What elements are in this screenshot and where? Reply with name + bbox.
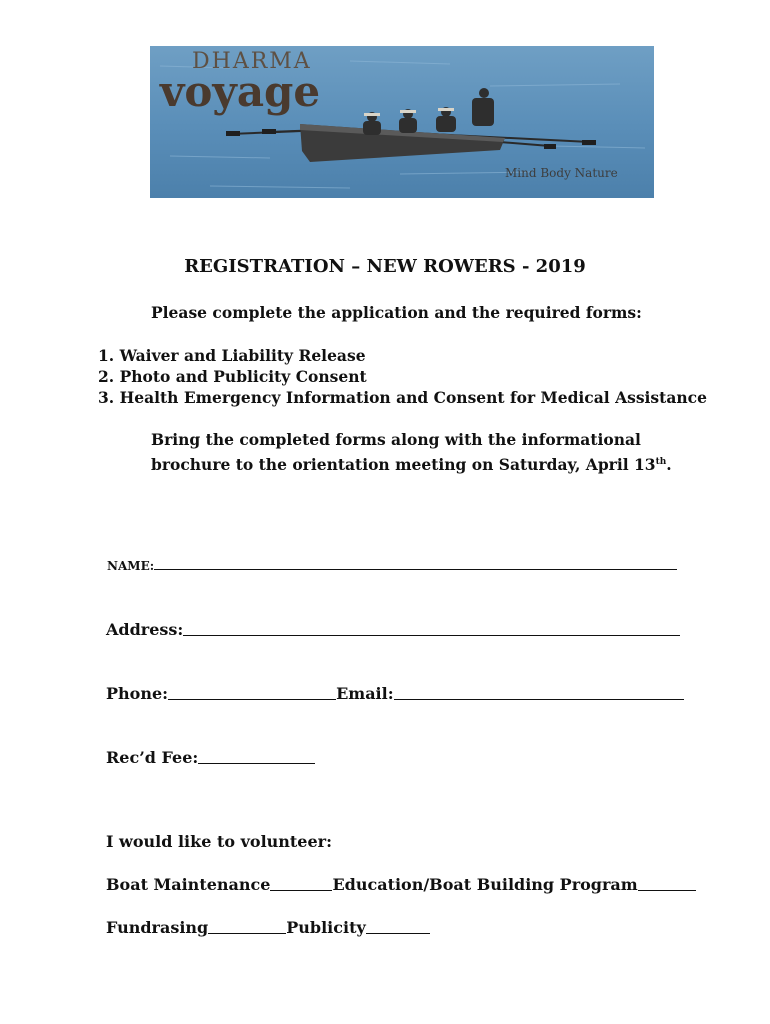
education-input-line[interactable] xyxy=(638,889,696,891)
volunteer-row-1 xyxy=(106,875,696,894)
phone-email-field xyxy=(106,684,684,703)
address-field xyxy=(106,620,680,639)
header-banner-image xyxy=(150,46,654,198)
name-field xyxy=(107,559,677,573)
education-label: Education/Boat Building Program xyxy=(332,875,638,894)
boat-maintenance-input-line[interactable] xyxy=(270,889,332,891)
list-item: 3. Health Emergency Information and Consent for Medical Assistance xyxy=(98,388,707,407)
fee-label: Rec’d Fee: xyxy=(106,748,199,767)
publicity-input-line[interactable] xyxy=(366,932,430,934)
phone-input-line[interactable] xyxy=(168,698,336,700)
required-forms-list xyxy=(98,345,707,408)
brand-tagline-text: Mind Body Nature xyxy=(505,166,618,180)
brand-main-text: voyage xyxy=(160,67,321,116)
email-label: Email: xyxy=(336,684,394,703)
ordinal-suffix: th xyxy=(655,457,667,467)
list-item: 1. Waiver and Liability Release xyxy=(98,346,366,365)
name-input-line[interactable] xyxy=(154,568,677,570)
name-label: NAME: xyxy=(107,559,155,573)
page-title: REGISTRATION – NEW ROWERS - 2019 xyxy=(184,256,586,277)
brand-top-text: DHARMA xyxy=(192,49,312,74)
email-input-line[interactable] xyxy=(394,698,684,700)
volunteer-row-2 xyxy=(106,918,430,937)
boat-maintenance-label: Boat Maintenance xyxy=(106,875,271,894)
volunteer-heading: I would like to volunteer: xyxy=(106,832,332,851)
list-item: 2. Photo and Publicity Consent xyxy=(98,367,367,386)
orientation-note-line2: brochure to the orientation meeting on Saturday, April 13th. xyxy=(151,455,672,474)
orientation-note xyxy=(151,429,672,476)
address-label: Address: xyxy=(106,620,184,639)
fee-input-line[interactable] xyxy=(198,762,315,764)
address-input-line[interactable] xyxy=(183,634,680,636)
fundraising-label: Fundrasing xyxy=(106,918,209,937)
publicity-label: Publicity xyxy=(286,918,366,937)
orientation-note-line1: Bring the completed forms along with the informational xyxy=(151,430,641,449)
fundraising-input-line[interactable] xyxy=(208,932,286,934)
fee-field xyxy=(106,748,315,767)
rowing-boat-illustration xyxy=(150,46,654,198)
instruction-text: Please complete the application and the required forms: xyxy=(151,303,642,322)
phone-label: Phone: xyxy=(106,684,169,703)
